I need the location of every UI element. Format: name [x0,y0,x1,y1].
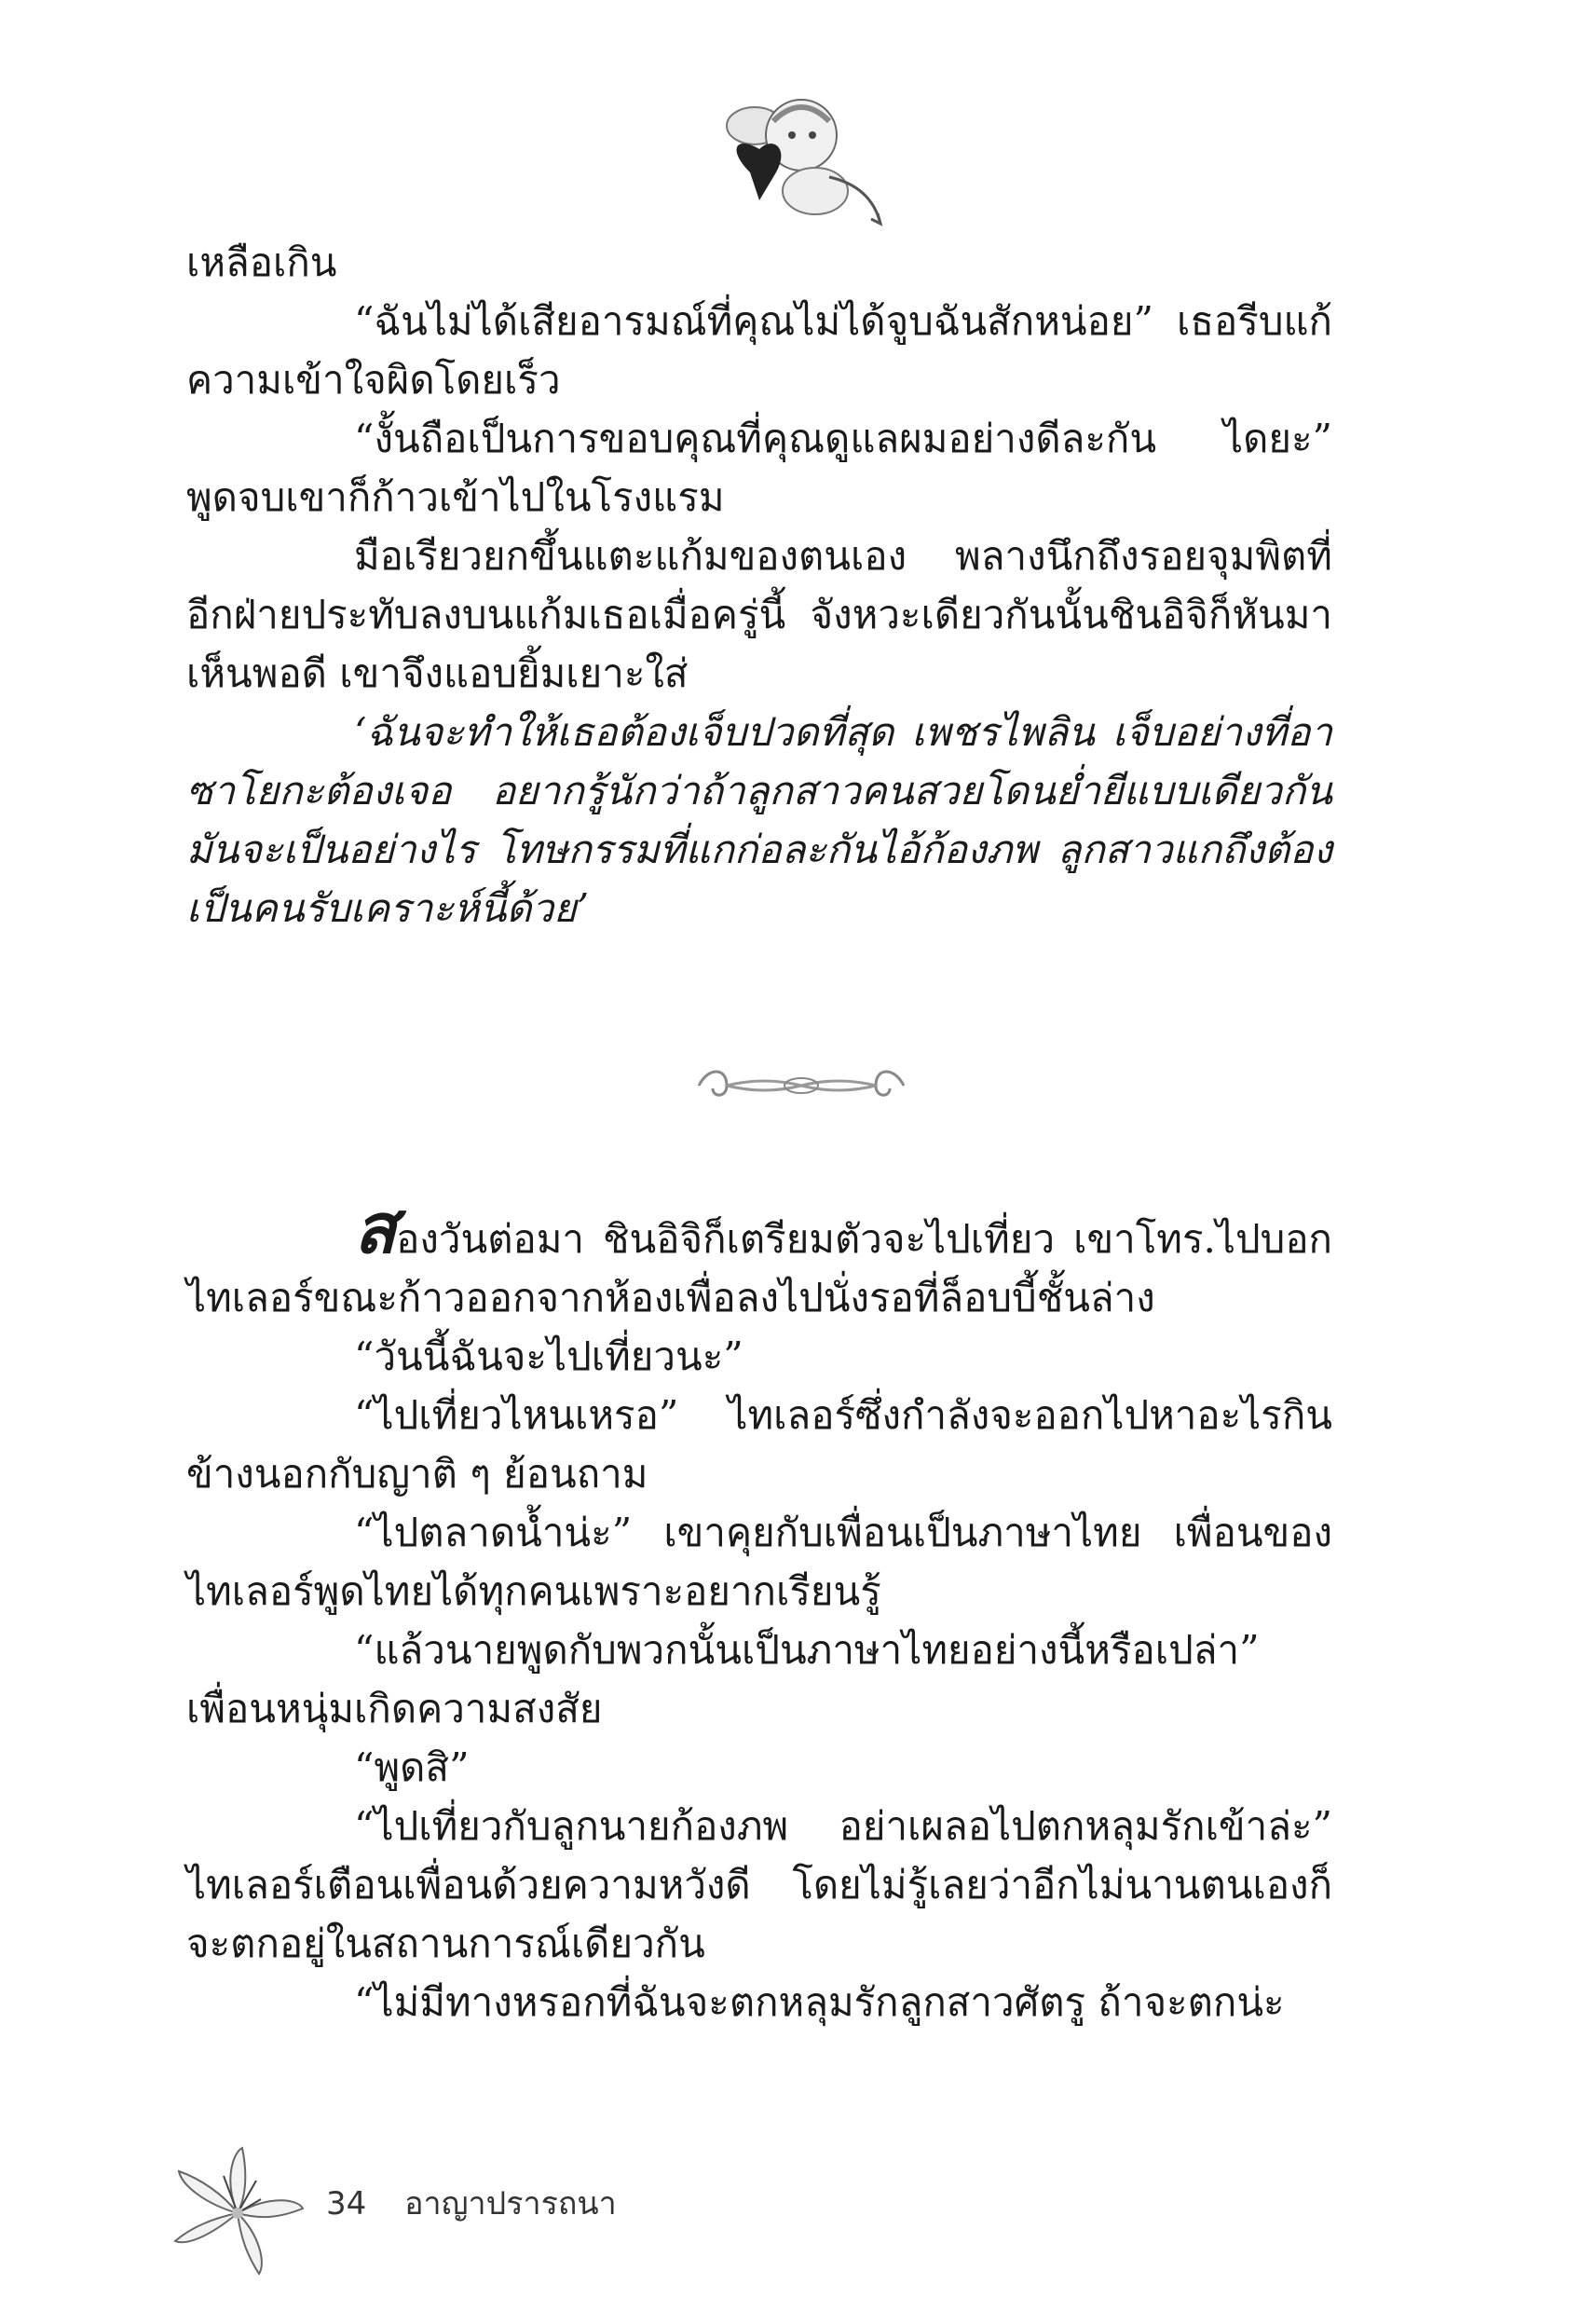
page-number: 34 [326,2185,367,2222]
cupid-heart-icon [699,84,894,233]
opening-text: องวันต่อมา ชินอิจิก็เตรียมตัวจะไปเที่ยว เขาโทร.ไปบอกไทเลอร์ขณะก้าวออกจากห้องเพื่อลงไปนั่งรอที่ล็อบบี้ชั้นล่าง [186,1216,1332,1320]
paragraph: “ไปเที่ยวไหนเหรอ” ไทเลอร์ซึ่งกำลังจะออกไปหาอะไรกินข้างนอกกับญาติ ๆ ย้อนถาม [186,1392,1332,1497]
paragraph: “ไปเที่ยวกับลูกนายก้องภพ อย่าเผลอไปตกหลุมรักเข้าล่ะ” ไทเลอร์เตือนเพื่อนด้วยความหวังดี โดยไม่รู้เลยว่าอีกไม่นานตนเองก็จะตกอยู่ในสถานการณ์เดียวกัน [186,1803,1332,1966]
scroll-divider-icon [689,1062,913,1109]
paragraph: เหลือเกิน [186,239,337,285]
text-block-2 [186,1189,1332,2031]
italic-thought-paragraph: ‘ฉันจะทำให้เธอต้องเจ็บปวดที่สุด เพชรไพลิน เจ็บอย่างที่อาซาโยกะต้องเจอ อยากรู้นักว่าถ้าลูกสาวคนสวยโดนย่ำยีแบบเดียวกันมันจะเป็นอย่างไร โทษกรรมที่แกก่อละกันไอ้ก้องภพ ลูกสาวแกถึงต้องเป็นคนรับเคราะห์นี้ด้วย’ [186,709,1332,931]
paragraph: “งั้นถือเป็นการขอบคุณที่คุณดูแลผมอย่างดีละกัน ไดยะ” พูดจบเขาก็ก้าวเข้าไปในโรงแรม [186,416,1332,520]
paragraph: มือเรียวยกขึ้นแตะแก้มของตนเอง พลางนึกถึงรอยจุมพิตที่อีกฝ่ายประทับลงบนแก้มเธอเมื่อครู่นี้ จังหวะเดียวกันนั้นชินอิจิก็หันมาเห็นพอดี เขาจึงแอบยิ้มเยาะใส่ [186,533,1332,696]
paragraph: “พูดสิ” [354,1744,470,1790]
paragraph: “แล้วนายพูดกับพวกนั้นเป็นภาษาไทยอย่างนี้หรือเปล่า” เพื่อนหนุ่มเกิดความสงสัย [186,1627,1260,1731]
paragraph: “ไปตลาดน้ำน่ะ” เขาคุยกับเพื่อนเป็นภาษาไทย เพื่อนของไทเลอร์พูดไทยได้ทุกคนเพราะอยากเรียนรู้ [186,1510,1332,1614]
paragraph: “ฉันไม่ได้เสียอารมณ์ที่คุณไม่ได้จูบฉันสักหน่อย” เธอรีบแก้ความเข้าใจผิดโดยเร็ว [186,298,1332,403]
paragraph: “ไม่มีทางหรอกที่ฉันจะตกหลุมรักลูกสาวศัตรู ถ้าจะตกน่ะ [354,1979,1285,2025]
book-title: อาญาปรารถนา [404,2185,617,2222]
section-opening-paragraph [186,1189,1332,1327]
text-block-1 [186,233,1332,937]
page-footer [326,2178,617,2228]
lily-flower-icon [168,2143,307,2283]
paragraph: “วันนี้ฉันจะไปเที่ยวนะ” [354,1333,743,1379]
drop-cap: ส [354,1189,397,1269]
